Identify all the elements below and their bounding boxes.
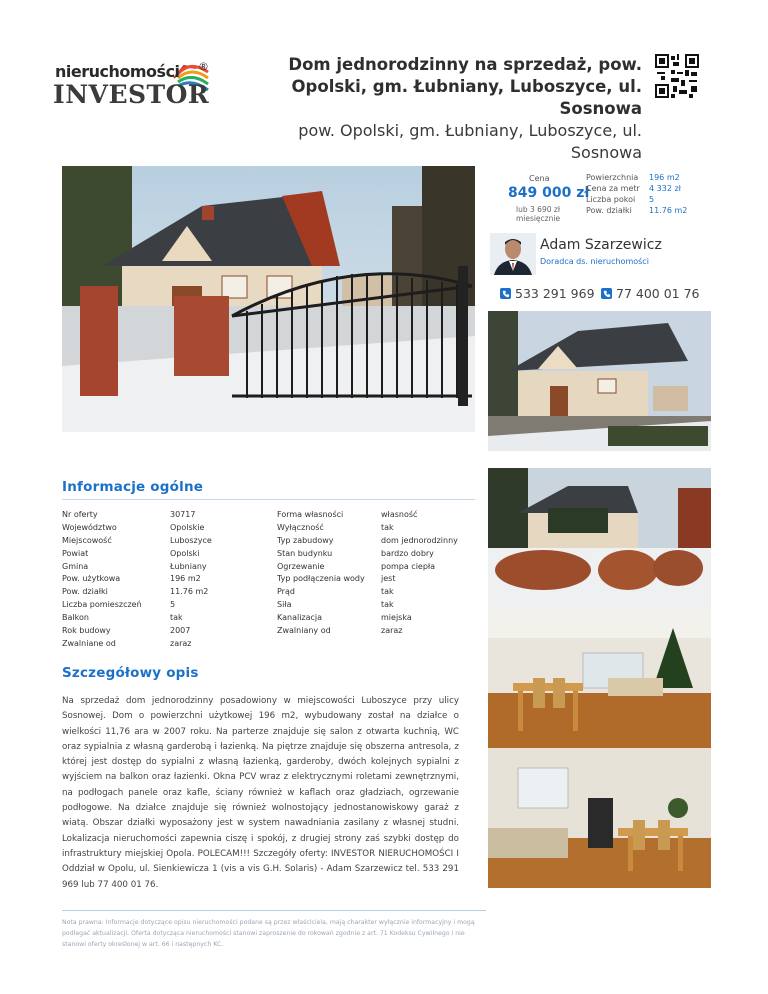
table-cell: Opolski <box>170 548 200 558</box>
table-cell: Gmina <box>62 561 89 571</box>
table-cell: Łubniany <box>170 561 207 571</box>
price-monthly: lub 3 690 zł miesięcznie <box>515 205 561 223</box>
table-cell: Stan budynku <box>277 548 333 558</box>
table-cell: Zwalniany od <box>277 626 331 636</box>
table-cell: tak <box>381 522 394 532</box>
stat-value: 196 m2 <box>649 173 680 182</box>
stat-label: Powierzchnia <box>586 173 639 182</box>
general-info-heading: Informacje ogólne <box>62 479 204 495</box>
table-cell: tak <box>381 587 394 597</box>
table-cell: Balkon <box>62 613 89 623</box>
table-row <box>62 625 482 638</box>
table-cell: tak <box>170 613 183 623</box>
agent-avatar <box>490 233 536 275</box>
stat-row <box>586 172 687 183</box>
table-cell: Wyłączność <box>277 522 324 532</box>
phone-icon <box>601 288 612 299</box>
footer-divider <box>62 910 486 911</box>
table-cell: 196 m2 <box>170 574 201 584</box>
table-cell: 2007 <box>170 626 191 636</box>
table-cell: Rok budowy <box>62 626 111 636</box>
table-row <box>62 548 482 561</box>
table-cell: miejska <box>381 613 412 623</box>
table-cell: 30717 <box>170 510 196 519</box>
qr-code-icon <box>655 54 699 98</box>
table-cell: Powiat <box>62 548 89 558</box>
general-info-table <box>62 509 482 651</box>
table-cell: zaraz <box>170 638 192 648</box>
table-cell: Liczba pomieszczeń <box>62 600 142 610</box>
table-cell: Pow. działki <box>62 587 108 597</box>
table-cell: Luboszyce <box>170 535 212 545</box>
table-cell: dom jednorodzinny <box>381 535 458 545</box>
listing-subtitle: pow. Opolski, gm. Łubniany, Luboszyce, ul. Sosnowa <box>298 121 642 162</box>
listing-title: Dom jednorodzinny na sprzedaż, pow. Opolski, gm. Łubniany, Luboszyce, ul. Sosnowa <box>288 55 642 118</box>
table-cell <box>381 638 481 651</box>
table-cell: Prąd <box>277 587 295 597</box>
agent-role: Doradca ds. nieruchomości <box>540 257 649 266</box>
table-row <box>62 599 482 612</box>
phone-number[interactable]: 533 291 969 <box>515 286 595 301</box>
agent-phone-1[interactable] <box>500 286 595 301</box>
table-cell <box>277 638 381 651</box>
living-room-photo <box>488 608 711 748</box>
table-cell: 11.76 m2 <box>170 587 209 597</box>
house-photo-front <box>488 311 711 451</box>
table-row <box>62 535 482 548</box>
phone-number[interactable]: 77 400 01 76 <box>616 286 700 301</box>
stat-label: Liczba pokoi <box>586 195 636 204</box>
table-cell: Zwalniane od <box>62 638 116 648</box>
stat-row <box>586 194 687 205</box>
table-row <box>62 573 482 586</box>
table-cell: Ogrzewanie <box>277 561 325 571</box>
table-cell: Forma własności <box>277 510 344 519</box>
table-cell: własność <box>381 510 418 519</box>
stat-label: Pow. działki <box>586 206 632 215</box>
table-cell: zaraz <box>381 626 403 636</box>
price-value: 849 000 zł <box>508 185 590 201</box>
table-row <box>62 586 482 599</box>
table-row <box>62 612 482 625</box>
listing-title-block <box>262 54 642 164</box>
stat-value: 11.76 m2 <box>649 206 688 215</box>
table-cell: Opolskie <box>170 522 205 532</box>
table-cell: bardzo dobry <box>381 548 434 558</box>
phone-icon <box>500 288 511 299</box>
table-cell: Województwo <box>62 522 117 532</box>
table-cell: 5 <box>170 600 176 610</box>
section-divider <box>62 499 475 500</box>
table-cell: Pow. użytkowa <box>62 574 121 584</box>
legal-note: Nota prawna: Informacje dotyczące opisu nieruchomości podane są przez właściciela, mają charakter wyłącznie informacyjny i mogą podlegać aktualizacji. Oferta dotycząca nieruchomości stanowi zaproszenie do rokowań zgodnie z art. 71 Kodeksu Cywilnego i nie stanowi oferty określonej w art. 66 i następnych KC. <box>62 919 475 948</box>
table-cell: pompa ciepła <box>381 561 436 571</box>
table-row <box>62 638 482 651</box>
house-photo-garden <box>488 468 711 608</box>
interior-photo <box>488 748 711 888</box>
main-house-photo <box>62 166 475 432</box>
logo-line1: nieruchomości <box>55 62 180 81</box>
table-cell: Miejscowość <box>62 535 112 545</box>
table-cell: Typ zabudowy <box>277 535 334 545</box>
stat-row <box>586 205 687 216</box>
stat-value: 5 <box>649 195 655 204</box>
table-row <box>62 561 482 574</box>
stat-value: 4 332 zł <box>649 184 681 193</box>
agent-phone-2[interactable] <box>601 286 700 301</box>
description-heading: Szczegółowy opis <box>62 665 199 681</box>
table-row <box>62 522 482 535</box>
stat-label: Cena za metr <box>586 184 640 193</box>
table-cell: jest <box>381 574 396 584</box>
price-label: Cena <box>529 174 550 183</box>
company-logo <box>50 58 215 108</box>
logo-registered: ® <box>198 60 209 73</box>
description-text: Na sprzedaż dom jednorodzinny posadowiony w miejscowości Luboszyce przy ulicy Sosnowej. Dom o powierzchni użytkowej 196 m2, wybudowany został na działce o wielkości 11,76 ara w 2007 roku. Na parterze znajduje się salon z otwarta kuchnią, WC oraz sypialnia z własną garderobą i łazienką. Na piętrze znajduje się obszerna antresola, z której jest dostęp do sypialni z własną łazienką, garderoby, dwóch kolejnych sypialni z wyjściem na balkon oraz łazienki. Okna PCV wraz z elektrycznymi roletami zewnętrznymi, na podłogach panele oraz kafle, ściany również w kaflach oraz gładziach, ogrzewanie podłogowe. Na działce znajduje się również wolnostojący jednostanowiskowy garaż z wiatą. Obszar działki wyposażony jest w system nawadniania zasilany z własnej studni. Lokalizacja nieruchomości zapewnia ciszę i spokój, z drugiej strony zaś szybki dostęp do infrastruktury miejskiej Opola. POLECAM!!! Szczegóły oferty: INVESTOR NIERUCHOMOŚCI I Oddział w Opolu, ul. Sienkiewicza 1 (vis a vis G.H. Solaris) - Adam Szarzewicz tel. 533 291 969 lub 77 400 01 76. <box>62 696 459 890</box>
table-cell: Typ podłączenia wody <box>277 574 365 584</box>
agent-name: Adam Szarzewicz <box>540 237 662 253</box>
table-cell: Siła <box>277 600 292 610</box>
table-cell: Nr oferty <box>62 510 98 519</box>
stat-row <box>586 183 687 194</box>
table-cell: tak <box>381 600 394 610</box>
stats-list <box>586 172 687 216</box>
table-row <box>62 509 482 522</box>
table-cell: Kanalizacja <box>277 613 323 623</box>
logo-line2: INVESTOR <box>53 80 210 109</box>
